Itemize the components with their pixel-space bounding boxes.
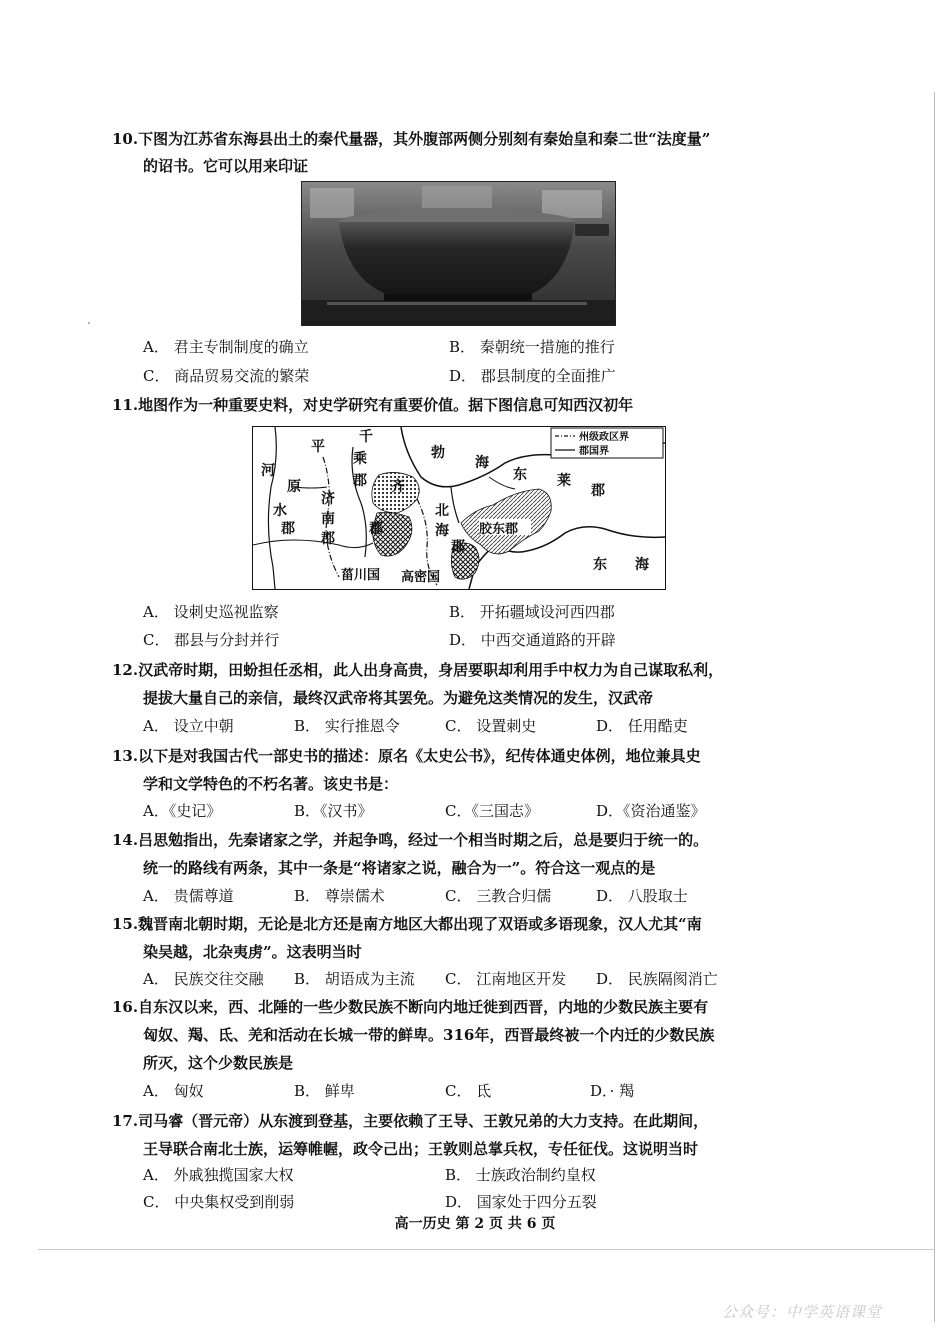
q10-option-b: B． 秦朝统一措施的推行 — [449, 338, 615, 356]
q11-stem: 11.地图作为一种重要史料，对史学研究有重要价值。据下图信息可知西汉初年 — [112, 396, 634, 414]
q13-stem-line1: 13.以下是对我国古代一部史书的描述：原名《太史公书》，纪传体通史体例，地位兼具史 — [112, 747, 701, 765]
map-label: 郡 — [321, 531, 335, 547]
q14-option-a: A． 贵儒尊道 — [143, 887, 234, 905]
map-label: 海 — [635, 557, 649, 573]
q12-option-d: D． 任用酷吏 — [596, 717, 688, 735]
map-label: 郡 — [369, 521, 383, 537]
map-label: 原 — [287, 479, 301, 495]
q13-option-b: B．《汉书》 — [294, 802, 373, 820]
q14-option-b: B． 尊崇儒术 — [294, 887, 385, 905]
page-footer: 高一历史 第 2 页 共 6 页 — [394, 1216, 556, 1232]
q14-stem-line1: 14.吕思勉指出，先秦诸家之学，并起争鸣，经过一个相当时期之后，总是要归于统一的。 — [112, 831, 709, 849]
map-label: 郡 — [451, 539, 465, 555]
q13-option-c: C．《三国志》 — [445, 802, 539, 820]
map-label: 水 — [273, 503, 287, 519]
q11-option-c: C． 郡县与分封并行 — [143, 631, 280, 649]
footer-divider — [38, 1249, 934, 1250]
map-label: 平 — [311, 439, 325, 455]
q15-option-c: C． 江南地区开发 — [445, 970, 567, 988]
map-legend-state: 州级政区界 — [579, 432, 629, 443]
q15-stem-line1: 15.魏晋南北朝时期，无论是北方还是南方地区大都出现了双语或多语现象，汉人尤其“南 — [112, 915, 702, 933]
q16-option-b: B． 鲜卑 — [294, 1082, 355, 1100]
q10-stem-line1: 10.下图为江苏省东海县出土的秦代量器，其外腹部两侧分别刻有秦始皇和秦二世“法度量” — [112, 130, 711, 148]
q12-stem-line1: 12.汉武帝时期，田蚡担任丞相，此人出身高贵，身居要职却利用手中权力为自己谋取私利， — [112, 661, 724, 679]
q10-stem-line2: 的诏书。它可以用来印证 — [143, 157, 309, 175]
q15-option-b: B． 胡语成为主流 — [294, 970, 415, 988]
q16-option-a: A． 匈奴 — [143, 1082, 204, 1100]
q12-option-a: A． 设立中朝 — [143, 717, 234, 735]
map-label: 乘 — [353, 451, 367, 467]
map-label: 齐 — [391, 479, 405, 495]
q15-stem-line2: 染吴越，北杂夷虏”。这表明当时 — [143, 943, 362, 961]
map-label: 千 — [359, 429, 373, 445]
watermark: 公众号：中学英语课堂 — [721, 1303, 882, 1321]
map-label: 南 — [321, 511, 335, 527]
q14-option-c: C． 三教合归儒 — [445, 887, 552, 905]
q13-option-d: D．《资治通鉴》 — [596, 802, 706, 820]
map-label: 海 — [435, 523, 449, 539]
q13-option-a: A．《史记》 — [143, 802, 222, 820]
q16-option-d: D．· 羯 — [590, 1082, 635, 1100]
q16-stem-line3: 所灭，这个少数民族是 — [143, 1054, 294, 1072]
q17-option-b: B． 士族政治制约皇权 — [445, 1166, 596, 1184]
map-label: 高密国 — [401, 570, 441, 585]
q17-stem-line2: 王导联合南北士族，运筹帷幄，政令己出；王敦则总掌兵权，专任征伐。这说明当时 — [143, 1140, 699, 1158]
qin-measuring-vessel-photo — [301, 181, 616, 326]
map-label: 勃 — [431, 445, 445, 461]
q12-option-c: C． 设置刺史 — [445, 717, 537, 735]
map-label: 郡 — [591, 483, 605, 499]
western-han-map — [252, 426, 666, 590]
map-legend-commandery: 郡国界 — [579, 446, 609, 457]
q12-option-b: B． 实行推恩令 — [294, 717, 400, 735]
q15-option-a: A． 民族交往交融 — [143, 970, 264, 988]
q16-stem-line1: 16.自东汉以来，西、北陲的一些少数民族不断向内地迁徙到西晋，内地的少数民族主要有 — [112, 998, 709, 1016]
q17-option-c: C． 中央集权受到削弱 — [143, 1193, 295, 1211]
q17-stem-line1: 17.司马睿（晋元帝）从东渡到登基，主要依赖了王导、王敦兄弟的大力支持。在此期间， — [112, 1112, 709, 1130]
q14-stem-line2: 统一的路线有两条，其中一条是“将诸家之说，融合为一”。符合这一观点的是 — [143, 859, 656, 877]
q17-option-d: D． 国家处于四分五裂 — [445, 1193, 597, 1211]
q10-option-c: C． 商品贸易交流的繁荣 — [143, 367, 310, 385]
map-label: 郡 — [281, 521, 295, 537]
q11-option-b: B． 开拓疆域设河西四郡 — [449, 603, 615, 621]
map-label: 胶东郡 — [479, 522, 519, 537]
q16-stem-line2: 匈奴、羯、氐、羌和活动在长城一带的鲜卑。316年，西晋最终被一个内迁的少数民族 — [143, 1026, 715, 1044]
q16-option-c: C． 氐 — [445, 1082, 492, 1100]
q10-option-d: D． 郡县制度的全面推广 — [449, 367, 616, 385]
map-label: 莱 — [557, 473, 571, 489]
q11-option-d: D． 中西交通道路的开辟 — [449, 631, 616, 649]
map-label: 东 — [513, 467, 527, 483]
map-label: 济 — [321, 491, 335, 507]
map-label: 郡 — [353, 473, 367, 489]
q11-option-a: A． 设刺史巡视监察 — [143, 603, 279, 621]
map-label: 河 — [261, 463, 275, 479]
q13-stem-line2: 学和文学特色的不朽名著。该史书是： — [143, 775, 399, 793]
q10-option-a: A． 君主专制制度的确立 — [143, 338, 309, 356]
q15-option-d: D． 民族隔阂消亡 — [596, 970, 718, 988]
map-label: 菑川国 — [341, 568, 381, 583]
q12-stem-line2: 提拔大量自己的亲信，最终汉武帝将其罢免。为避免这类情况的发生，汉武帝 — [143, 689, 654, 707]
map-label: 东 — [593, 557, 607, 573]
map-label: 海 — [475, 455, 489, 471]
scan-speck — [88, 322, 90, 324]
q17-option-a: A． 外戚独揽国家大权 — [143, 1166, 294, 1184]
q14-option-d: D． 八股取士 — [596, 887, 688, 905]
map-label: 北 — [435, 503, 449, 519]
page-edge-line — [934, 92, 935, 1322]
